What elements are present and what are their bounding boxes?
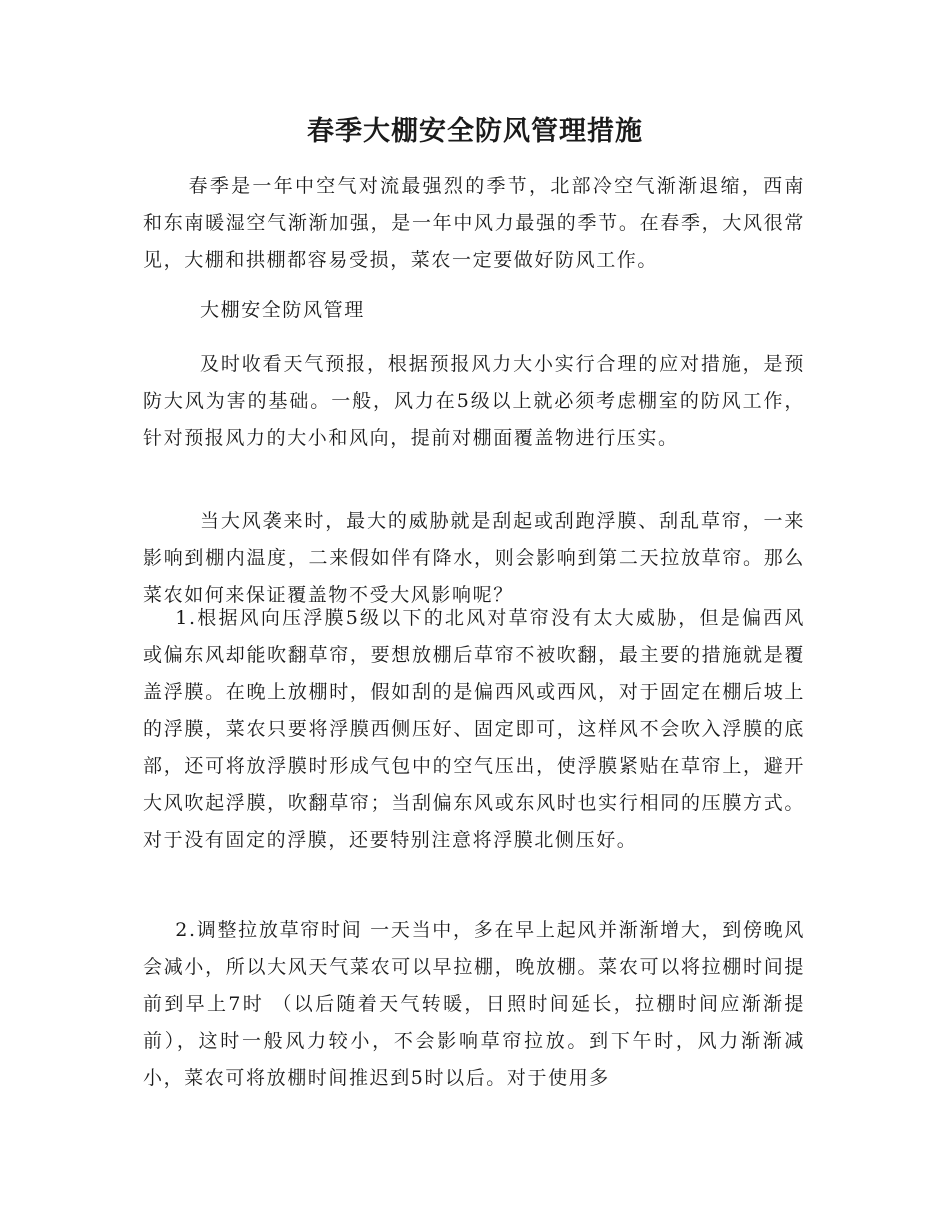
- document-title: 春季大棚安全防风管理措施: [307, 116, 643, 147]
- paragraph-item-1: 1.根据风向压浮膜5级以下的北风对草帘没有太大威胁，但是偏西风或偏东风却能吹翻草帘，要想放棚后草帘不被吹翻，最主要的措施就是覆盖浮膜。在晚上放棚时，假如刮的是偏西风或西风，对于固定在棚后坡上的浮膜，菜农只要将浮膜西侧压好、固定即可，这样风不会吹入浮膜的底部，还可将放浮膜时形成气包中的空气压出，使浮膜紧贴在草帘上，避开大风吹起浮膜，吹翻草帘；当刮偏东风或东风时也实行相同的压膜方式。对于没有固定的浮膜，还要特别注意将浮膜北侧压好。: [143, 607, 805, 851]
- paragraph-item-2: 2.调整拉放草帘时间 一天当中，多在早上起风并渐渐增大，到傍晚风会减小，所以大风天气菜农可以早拉棚，晚放棚。菜农可以将拉棚时间提前到早上7时 （以后随着天气转暖，日照时间延长，拉棚时间应渐渐提前），这时一般风力较小，不会影响草帘拉放。到下午时，风力渐渐减小，菜农可将放棚时间推迟到5时以后。对于使用多: [143, 919, 805, 1089]
- paragraph-wind-threat: 当大风袭来时，最大的威胁就是刮起或刮跑浮膜、刮乱草帘，一来影响到棚内温度，二来假如伴有降水，则会影响到第二天拉放草帘。那么菜农如何来保证覆盖物不受大风影响呢？: [143, 510, 805, 606]
- section-heading: 大棚安全防风管理: [200, 299, 365, 321]
- paragraph-intro: 春季是一年中空气对流最强烈的季节，北部冷空气渐渐退缩，西南和东南暖湿空气渐渐加强，是一年中风力最强的季节。在春季，大风很常见，大棚和拱棚都容易受损，菜农一定要做好防风工作。: [143, 175, 805, 271]
- paragraph-weather-forecast: 及时收看天气预报，根据预报风力大小实行合理的应对措施，是预防大风为害的基础。一般，风力在5级以上就必须考虑棚室的防风工作，针对预报风力的大小和风向，提前对棚面覆盖物进行压实。: [143, 353, 805, 449]
